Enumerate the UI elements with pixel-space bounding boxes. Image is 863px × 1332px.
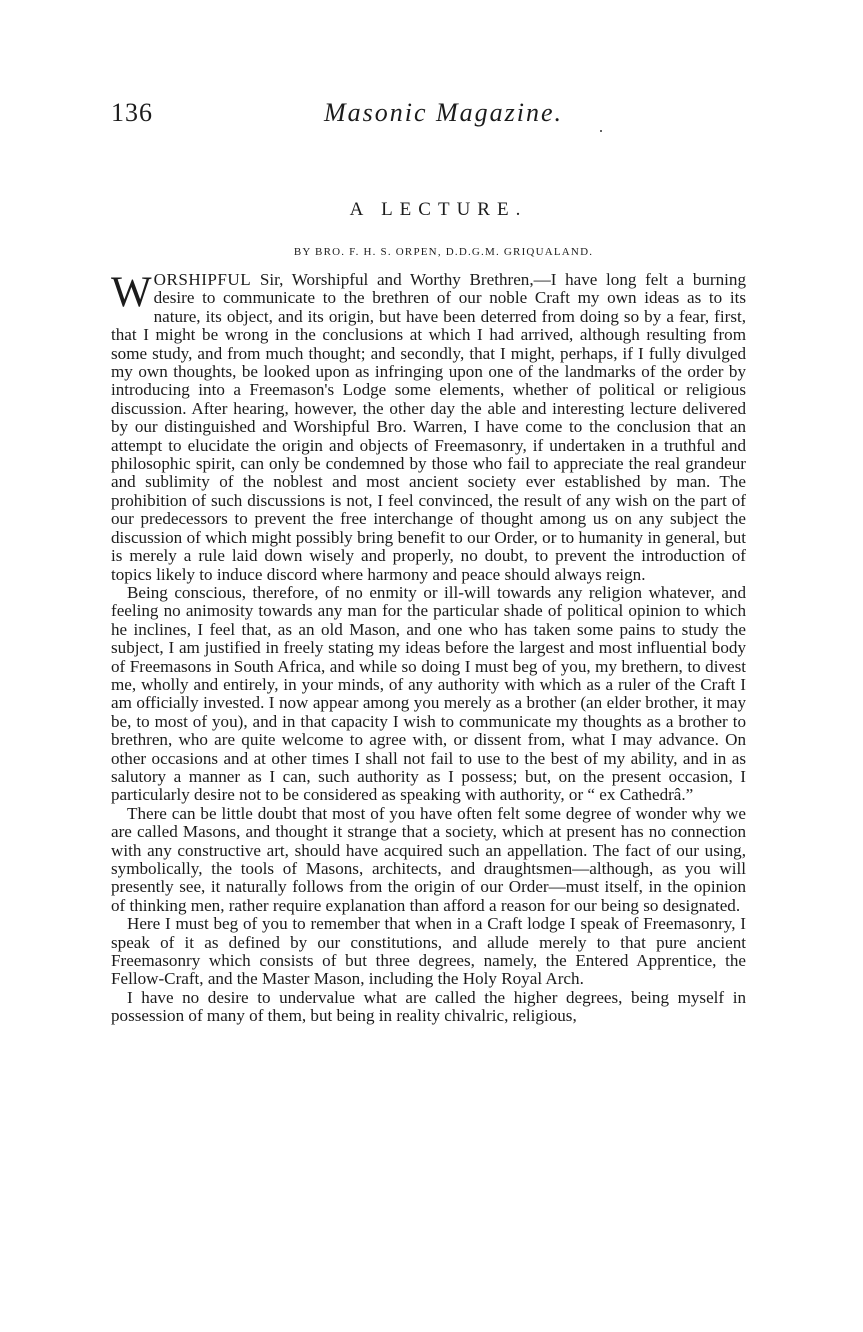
paragraph-1-text: Sir, Worshipful and Worthy Brethren,—I have long felt a burning desire to communicate to the brethren of our noble Craft my own ideas as to its nature, its object, and its origin, but have been deterred from doing so by a fear, first, that I might be wrong in the conclusions at which I had arrived, although resulting from some study, and from much thought; and secondly, that I might, perhaps, if I fully divulged my own thoughts, be looked upon as infringing upon one of the landmarks of the order by introducing into a Freemason's Lodge some elements, whether of political or religious discussion. After hearing, however, the other day the able and interesting lecture delivered by our distinguished and Worshipful Bro. Warren, I have come to the conclusion that an attempt to elucidate the origin and objects of Freemasonry, if undertaken in a truthful and philosophic spirit, can only be condemned by those who fail to appreciate the real grandeur and sublimity of the noblest and most ancient society ever established by man. The prohibition of such discussions is not, I feel convinced, the result of any wish on the part of our predecessors to prevent the free interchange of thought among us on any subject the discussion of which might possibly bring benefit to our Order, or to humanity in general, but is merely a rule laid down wisely and properly, no doubt, to prevent the introduction of topics likely to induce discord where harmony and peace should always reign. xyxy=(111,270,746,584)
paragraph-1 xyxy=(111,271,746,584)
page-number: 136 xyxy=(111,98,153,127)
lead-capitals: ORSHIPFUL xyxy=(153,270,252,289)
paragraph-4: Here I must beg of you to remember that when in a Craft lodge I speak of Freemasonry, I speak of it as defined by our constitutions, and allude merely to that pure ancient Freemasonry which consists of but three degrees, namely, the Entered Apprentice, the Fellow-Craft, and the Master Mason, including the Holy Royal Arch. xyxy=(111,914,746,989)
paragraph-5: I have no desire to undervalue what are called the higher degrees, being myself in possession of many of them, but being in reality chivalric, religious, xyxy=(111,987,746,1026)
running-head xyxy=(111,98,746,134)
article-body xyxy=(111,271,746,1026)
magazine-title: Masonic Magazine. xyxy=(323,98,564,127)
article-byline: BY BRO. F. H. S. ORPEN, D.D.G.M. GRIQUALAND. xyxy=(293,246,594,258)
drop-cap: W xyxy=(111,269,152,316)
print-speck xyxy=(600,130,602,132)
article-title: A LECTURE. xyxy=(349,199,528,220)
paragraph-3: There can be little doubt that most of you have often felt some degree of wonder why we are called Masons, and thought it strange that a society, which at present has no connection with any constructive art, should have acquired such an appellation. The fact of our using, symbolically, the tools of Masons, architects, and draughtsmen—although, as you will presently see, it naturally follows from the origin of our Order—must itself, in the opinion of thinking men, rather require explanation than afford a reason for our being so designated. xyxy=(111,803,746,915)
paragraph-2: Being conscious, therefore, of no enmity or ill-will towards any religion whatever, and feeling no animosity towards any man for the particular shade of political opinion to which he inclines, I feel that, as an old Mason, and one who has taken some pains to study the subject, I am justified in freely stating my ideas before the largest and most influential body of Freemasons in South Africa, and while so doing I must beg of you, my brethern, to divest me, wholly and entirely, in your minds, of any authority with which as a ruler of the Craft I am officially invested. I now appear among you merely as a brother (an elder brother, it may be, to most of you), and in that capacity I wish to communicate my thoughts as a brother to brethren, who are quite welcome to agree with, or dissent from, what I may advance. On other occasions and at other times I shall not fail to use to the best of my ability, and in as salutory a manner as I can, such authority as I possess; but, on the present occasion, I particularly desire not to be considered as speaking with authority, or “ ex Cathedrâ.” xyxy=(111,582,746,805)
